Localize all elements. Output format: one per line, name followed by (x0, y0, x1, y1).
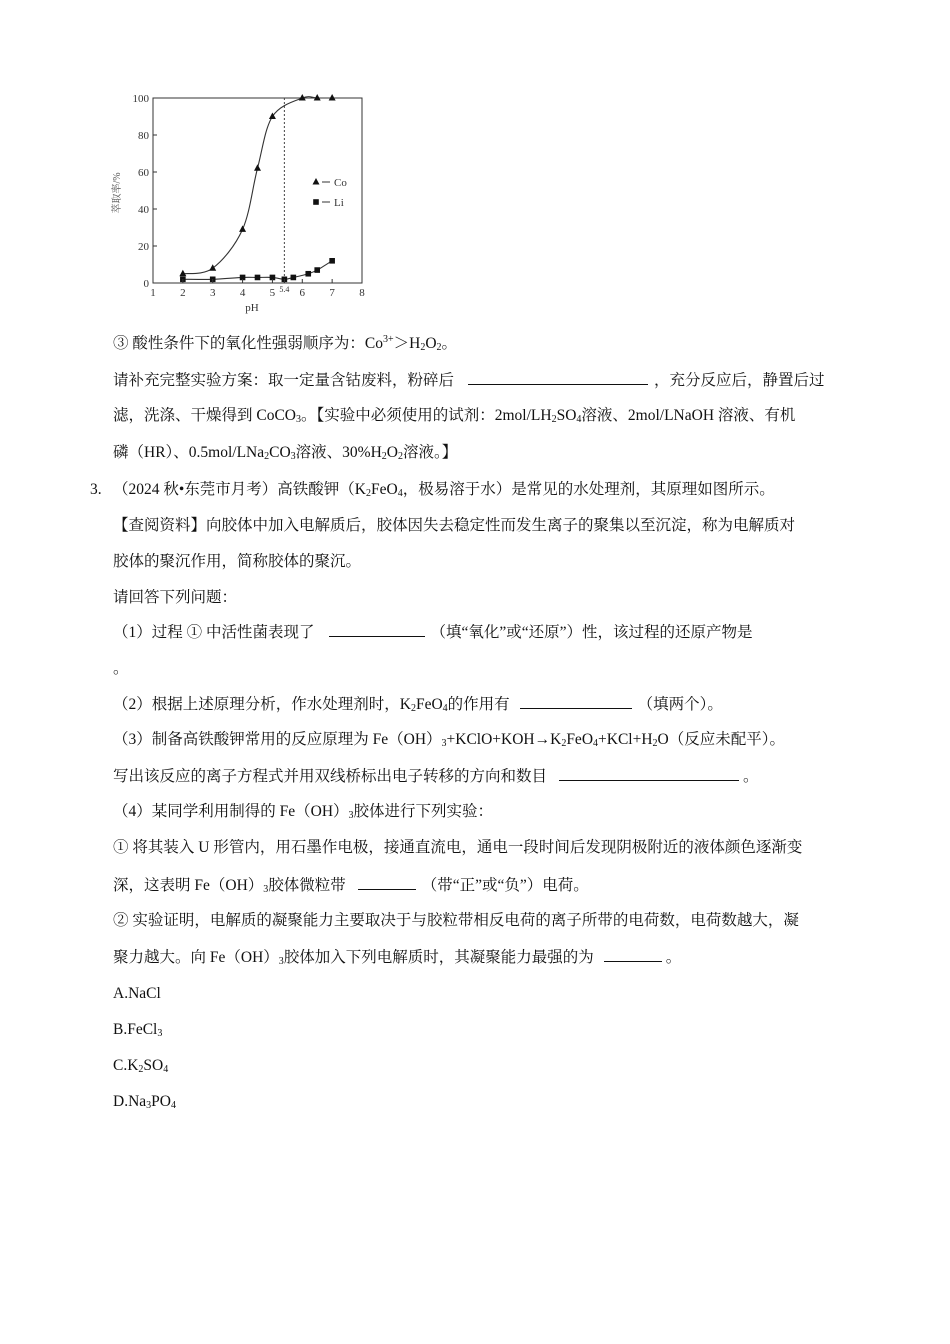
subscript: 4 (170, 1100, 176, 1111)
extraction-rate-chart (100, 88, 380, 318)
reference-material: 【查阅资料】向胶体中加入电解质后，胶体因失去稳定性而发生离子的聚集以至沉淀，称为电解质对 (113, 517, 796, 534)
subscript: 3 (146, 1100, 152, 1111)
x-tick-label: 5.4 (279, 285, 290, 294)
text-frag: +KClO+KOH→K (446, 731, 562, 748)
answer-blank[interactable] (468, 370, 648, 385)
data-point-co (209, 264, 216, 271)
experiment-2: ② 实验证明，电解质的凝聚能力主要取决于与胶粒带相反电荷的离子所带的电荷数，电荷数越大，凝 (113, 912, 799, 929)
subscript: 3 (441, 738, 447, 749)
answer-prompt: 请回答下列问题： (113, 589, 238, 606)
x-axis-label: pH (245, 302, 259, 314)
question-3-stem (113, 480, 775, 500)
data-point-li (255, 275, 261, 281)
text-frag: 聚力越大。向 Fe（OH） (113, 949, 279, 966)
subscript: 4 (593, 738, 599, 749)
text-frag: 滤，洗涤、干燥得到 CoCO (113, 407, 296, 424)
text-frag: 。 (665, 949, 682, 966)
subscript: 4 (163, 1064, 169, 1075)
text-frag: FeO (371, 481, 398, 498)
subscript: 2 (397, 451, 403, 462)
chart-axes (153, 98, 362, 283)
subscript: 3 (348, 810, 354, 821)
answer-blank[interactable] (520, 694, 632, 709)
x-tick-label: 3 (209, 287, 216, 299)
legend-marker-co (313, 178, 320, 185)
text-frag: 溶液。】 (402, 444, 458, 461)
text-frag: ③ 酸性条件下的氧化性强弱顺序为：Co (113, 335, 383, 352)
y-tick-label: 40 (138, 204, 149, 216)
sub-question-3 (113, 730, 785, 750)
text-frag: ＞H (393, 335, 421, 352)
subscript: 3 (263, 884, 269, 895)
subscript: 4 (576, 414, 582, 425)
experiment-2-cont (113, 947, 681, 968)
y-tick-label: 100 (132, 93, 149, 105)
subscript: 2 (652, 738, 658, 749)
data-point-co (254, 164, 261, 171)
text-frag: 写出该反应的离子方程式并用双线桥标出电子转移的方向和数目 (113, 768, 548, 785)
x-tick-label: 4 (239, 287, 246, 299)
subscript: 2 (410, 703, 416, 714)
text-frag: O (425, 335, 437, 352)
text-frag: C.K (113, 1057, 139, 1074)
text-frag: （4）某同学利用制得的 Fe（OH） (113, 803, 349, 820)
text-frag: O (386, 444, 398, 461)
answer-blank[interactable] (604, 947, 662, 962)
subscript: 3 (157, 1028, 163, 1039)
text-frag: （2）根据上述原理分析，作水处理剂时，K (113, 696, 411, 713)
text-frag: （填“氧化”或“还原”）性，该过程的还原产物是 (430, 624, 753, 641)
text-frag: ，充分反应后，静置后过 (654, 372, 825, 389)
sub-question-1 (113, 622, 753, 643)
answer-blank[interactable] (329, 622, 425, 637)
x-tick-label: 1 (150, 287, 156, 299)
text-frag: FeO (415, 696, 443, 713)
y-tick-label: 60 (138, 167, 149, 179)
x-tick-label: 8 (359, 287, 365, 299)
subscript: 2 (561, 738, 567, 749)
experiment-1-cont (113, 875, 589, 896)
subscript: 2 (381, 451, 387, 462)
subscript: 2 (436, 342, 442, 353)
text-frag: 的作用有 (447, 696, 510, 713)
option-a[interactable]: A.NaCl (113, 985, 161, 1002)
subscript: 4 (397, 488, 403, 499)
text-line-reagents-cont (113, 443, 457, 463)
text-frag: （1）过程 ① 中活性菌表现了 (113, 624, 315, 641)
data-point-li (291, 275, 297, 281)
text-frag: ，极易溶于水）是常见的水处理剂，其原理如图所示。 (402, 481, 775, 498)
text-frag: 深，这表明 Fe（OH） (113, 877, 264, 894)
option-d[interactable] (113, 1092, 176, 1112)
sub-question-1-end: 。 (113, 660, 129, 677)
text-line-reagents (113, 406, 795, 426)
x-tick-label: 6 (299, 287, 306, 299)
option-b[interactable] (113, 1020, 162, 1040)
subscript: 2 (420, 342, 426, 353)
x-tick-label: 5 (269, 287, 276, 299)
text-frag: PO (151, 1093, 171, 1110)
text-frag: （带“正”或“负”）电荷。 (421, 877, 589, 894)
subscript: 2 (264, 451, 270, 462)
text-frag: （3）制备高铁酸钾常用的反应原理为 Fe（OH） (113, 731, 442, 748)
sub-question-3-cont (113, 766, 759, 787)
text-frag: 。【实验中必须使用的试剂：2mol/LH (301, 407, 552, 424)
text-line-oxidizing-order (113, 334, 457, 354)
data-point-co (239, 225, 246, 232)
plot-frame (153, 98, 362, 283)
text-frag: 请补充完整实验方案：取一定量含钴废料，粉碎后 (113, 372, 455, 389)
x-tick-label: 7 (329, 287, 335, 299)
text-line-experiment-plan (113, 370, 825, 391)
text-frag: 溶液、2mol/LNaOH 溶液、有机 (581, 407, 796, 424)
chart-ticks (133, 93, 366, 299)
text-frag: （填两个）。 (637, 696, 723, 713)
question-number: 3. (90, 481, 102, 498)
option-c[interactable] (113, 1056, 168, 1076)
y-tick-label: 0 (143, 278, 149, 290)
legend-label-li: Li (334, 197, 344, 209)
x-tick-label: 2 (180, 287, 186, 299)
legend-label-co: Co (334, 177, 347, 189)
sub-question-4 (113, 802, 493, 822)
text-frag: 胶体加入下列电解质时，其凝聚能力最强的为 (283, 949, 594, 966)
answer-blank[interactable] (358, 875, 416, 890)
answer-blank[interactable] (559, 766, 739, 781)
text-frag: SO (556, 407, 577, 424)
text-frag: B.FeCl (113, 1021, 158, 1038)
y-tick-label: 20 (138, 241, 149, 253)
data-point-co (179, 270, 186, 277)
data-point-li (314, 267, 320, 273)
reference-material-cont: 胶体的聚沉作用，简称胶体的聚沉。 (113, 553, 362, 570)
data-point-li (305, 271, 311, 277)
series-li (180, 258, 335, 282)
experiment-1: ① 将其装入 U 形管内，用石墨作电极，接通直流电，通电一段时间后发现阴极附近的液体颜色逐渐变 (113, 839, 803, 856)
text-frag: O（反应未配平）。 (657, 731, 785, 748)
text-frag: +KCl+H (598, 731, 653, 748)
y-tick-label: 80 (138, 130, 149, 142)
text-frag: （2024 秋•东莞市月考）高铁酸钾（K (113, 481, 366, 498)
sub-question-2 (113, 694, 723, 715)
text-frag: 胶体进行下列实验： (353, 803, 494, 820)
text-frag: 磷（HR）、0.5mol/LNa (113, 444, 265, 461)
data-point-co (329, 94, 336, 101)
subscript: 4 (442, 703, 448, 714)
text-frag: 。 (743, 768, 759, 785)
text-frag: FeO (566, 731, 594, 748)
subscript: 2 (138, 1064, 144, 1075)
text-frag: 。 (441, 335, 458, 352)
legend-marker-li (313, 199, 319, 205)
superscript: 3+ (382, 334, 394, 345)
text-frag: SO (143, 1057, 164, 1074)
text-frag: 胶体微粒带 (268, 877, 346, 894)
subscript: 3 (296, 414, 301, 425)
subscript: 2 (551, 414, 557, 425)
subscript: 3 (290, 451, 296, 462)
text-frag: D.Na (113, 1093, 147, 1110)
text-frag: 溶液、30%H (295, 444, 382, 461)
data-point-li (329, 258, 335, 264)
y-axis-label: 萃取率/% (112, 172, 123, 214)
chart-legend (313, 177, 348, 209)
text-frag: CO (269, 444, 291, 461)
subscript: 3 (278, 956, 284, 967)
subscript: 2 (366, 488, 371, 499)
